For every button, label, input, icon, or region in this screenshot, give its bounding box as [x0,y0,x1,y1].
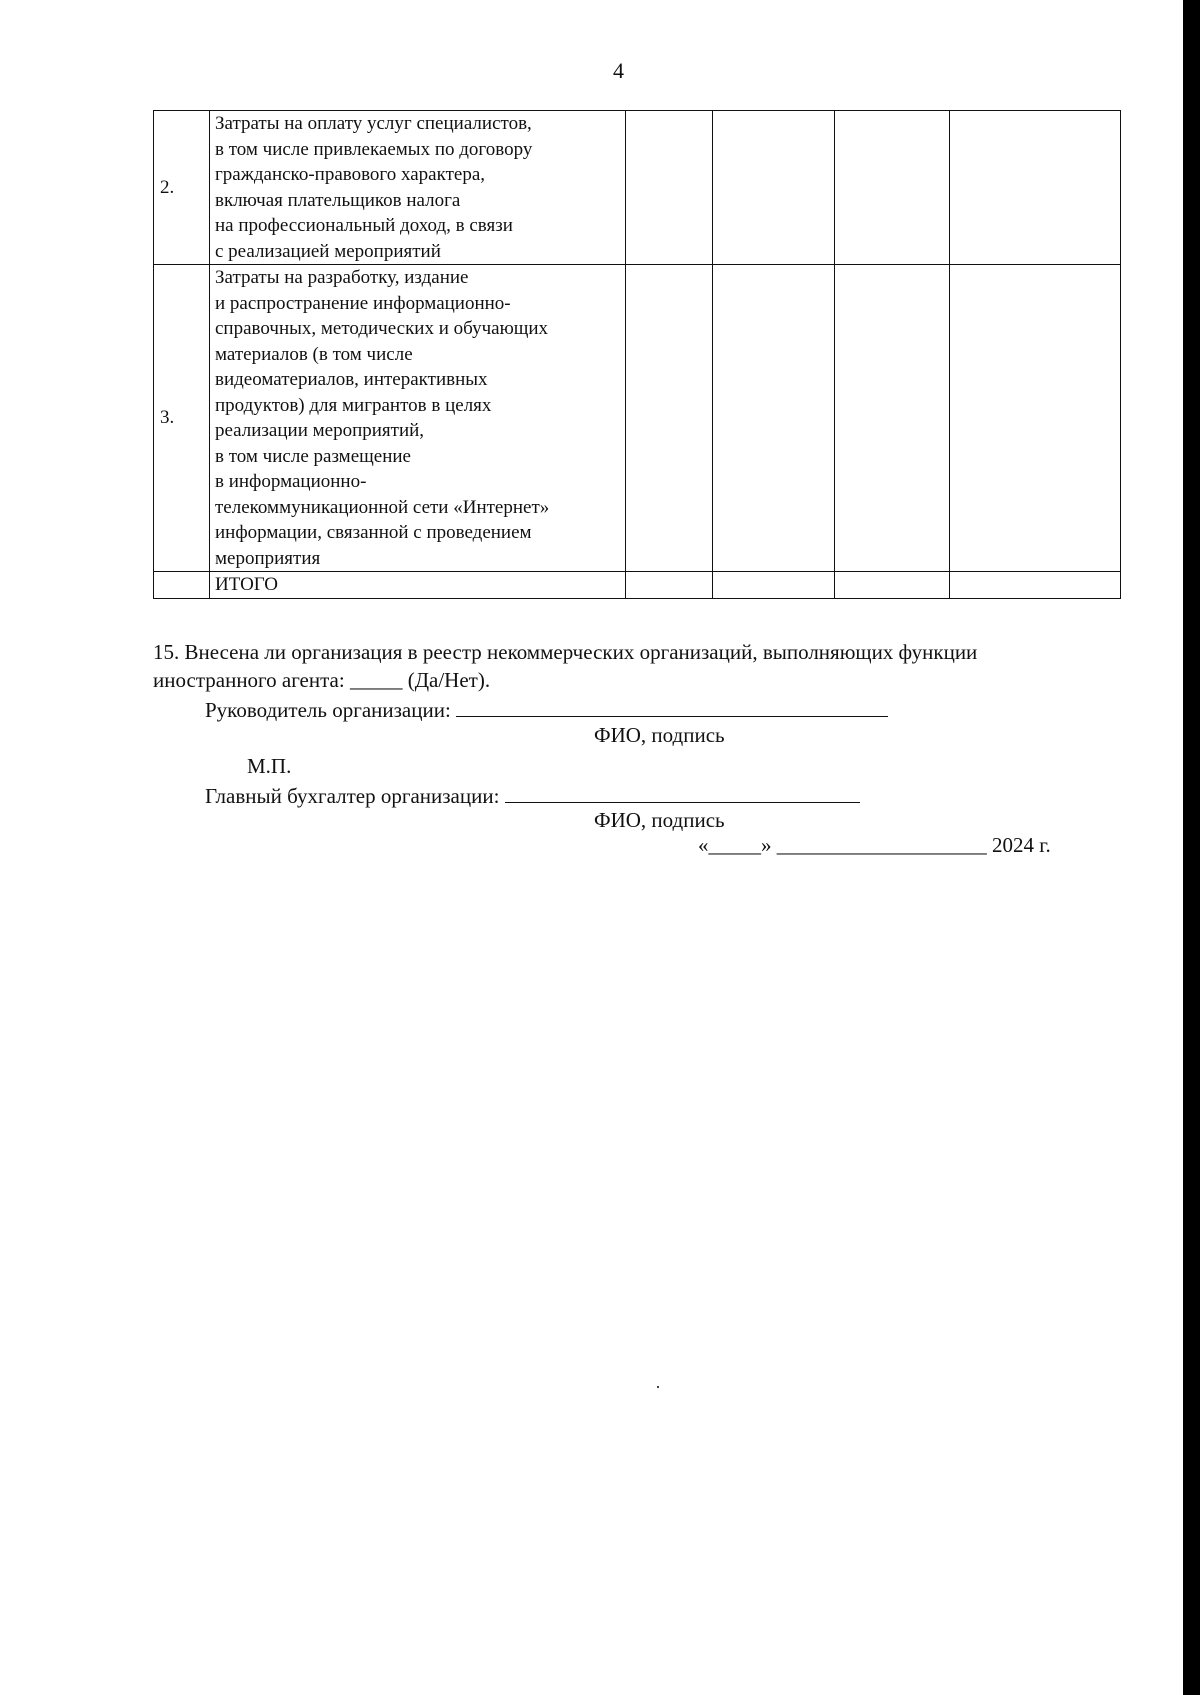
scan-edge [1183,0,1200,1695]
empty-cell[interactable] [835,572,950,599]
description-line: гражданско-правового характера, [215,164,486,185]
description-line: телекоммуникационной сети «Интернет» [215,496,550,518]
head-label: Руководитель организации: [205,698,451,722]
description-line: мероприятия [215,547,321,569]
empty-cell[interactable] [950,572,1121,599]
empty-cell[interactable] [950,265,1121,572]
stamp-label: М.П. [247,754,292,778]
empty-cell[interactable] [713,111,835,265]
description-line: Затраты на оплату услуг специалистов, [215,113,532,134]
description-line: с реализацией мероприятий [215,240,441,262]
total-label: ИТОГО [210,572,626,599]
section-15-question: 15. Внесена ли организация в реестр некоммерческих организаций, выполняющих функции [153,640,978,664]
head-caption: ФИО, подпись [594,723,725,747]
section-15-answer-line [153,668,490,693]
scan-speck [657,1386,659,1388]
empty-cell[interactable] [950,111,1121,265]
description-line: и распространение информационно- [215,292,511,314]
row-description [210,111,626,265]
empty-cell[interactable] [626,265,713,572]
empty-cell[interactable] [835,265,950,572]
empty-cell [154,572,210,599]
answer-blank[interactable]: _____ [349,668,403,692]
empty-cell[interactable] [713,265,835,572]
date-line [698,833,1051,858]
page-number: 4 [613,58,624,83]
description-line: продуктов) для мигрантов в целях [215,394,492,416]
answer-options: (Да/Нет). [407,668,491,692]
empty-cell[interactable] [626,572,713,599]
description-line: видеоматериалов, интерактивных [215,369,488,390]
description-line: справочных, методических и обучающих [215,318,549,339]
date-month-blank[interactable]: ____________________ [776,833,987,857]
head-signature-field[interactable] [456,697,888,717]
answer-label: иностранного агента: [153,668,345,692]
description-line: в информационно- [215,471,367,492]
accountant-caption: ФИО, подпись [594,808,725,832]
empty-cell[interactable] [713,572,835,599]
table-row-2 [154,111,1121,265]
empty-cell[interactable] [626,111,713,265]
description-line: информации, связанной с проведением [215,522,532,543]
description-line: материалов (в том числе [215,343,413,365]
description-line: в том числе размещение [215,445,411,467]
accountant-signature-line [205,783,860,809]
table-row-total [154,572,1121,599]
row-number: 3. [154,265,210,572]
head-signature-line [205,697,888,723]
date-open-quote: « [698,833,709,857]
description-line: реализации мероприятий, [215,420,425,441]
row-description [210,265,626,572]
cost-table [153,110,1121,599]
date-day-blank[interactable]: _____ [708,833,761,857]
description-line: включая плательщиков налога [215,189,461,211]
description-line: на профессиональный доход, в связи [215,215,513,236]
description-line: Затраты на разработку, издание [215,267,469,288]
accountant-label: Главный бухгалтер организации: [205,784,500,808]
table-row-3 [154,265,1121,572]
accountant-signature-field[interactable] [505,783,860,803]
description-line: в том числе привлекаемых по договору [215,138,533,160]
date-year: 2024 г. [992,833,1051,857]
date-close-quote: » [761,833,772,857]
row-number: 2. [154,111,210,265]
empty-cell[interactable] [835,111,950,265]
